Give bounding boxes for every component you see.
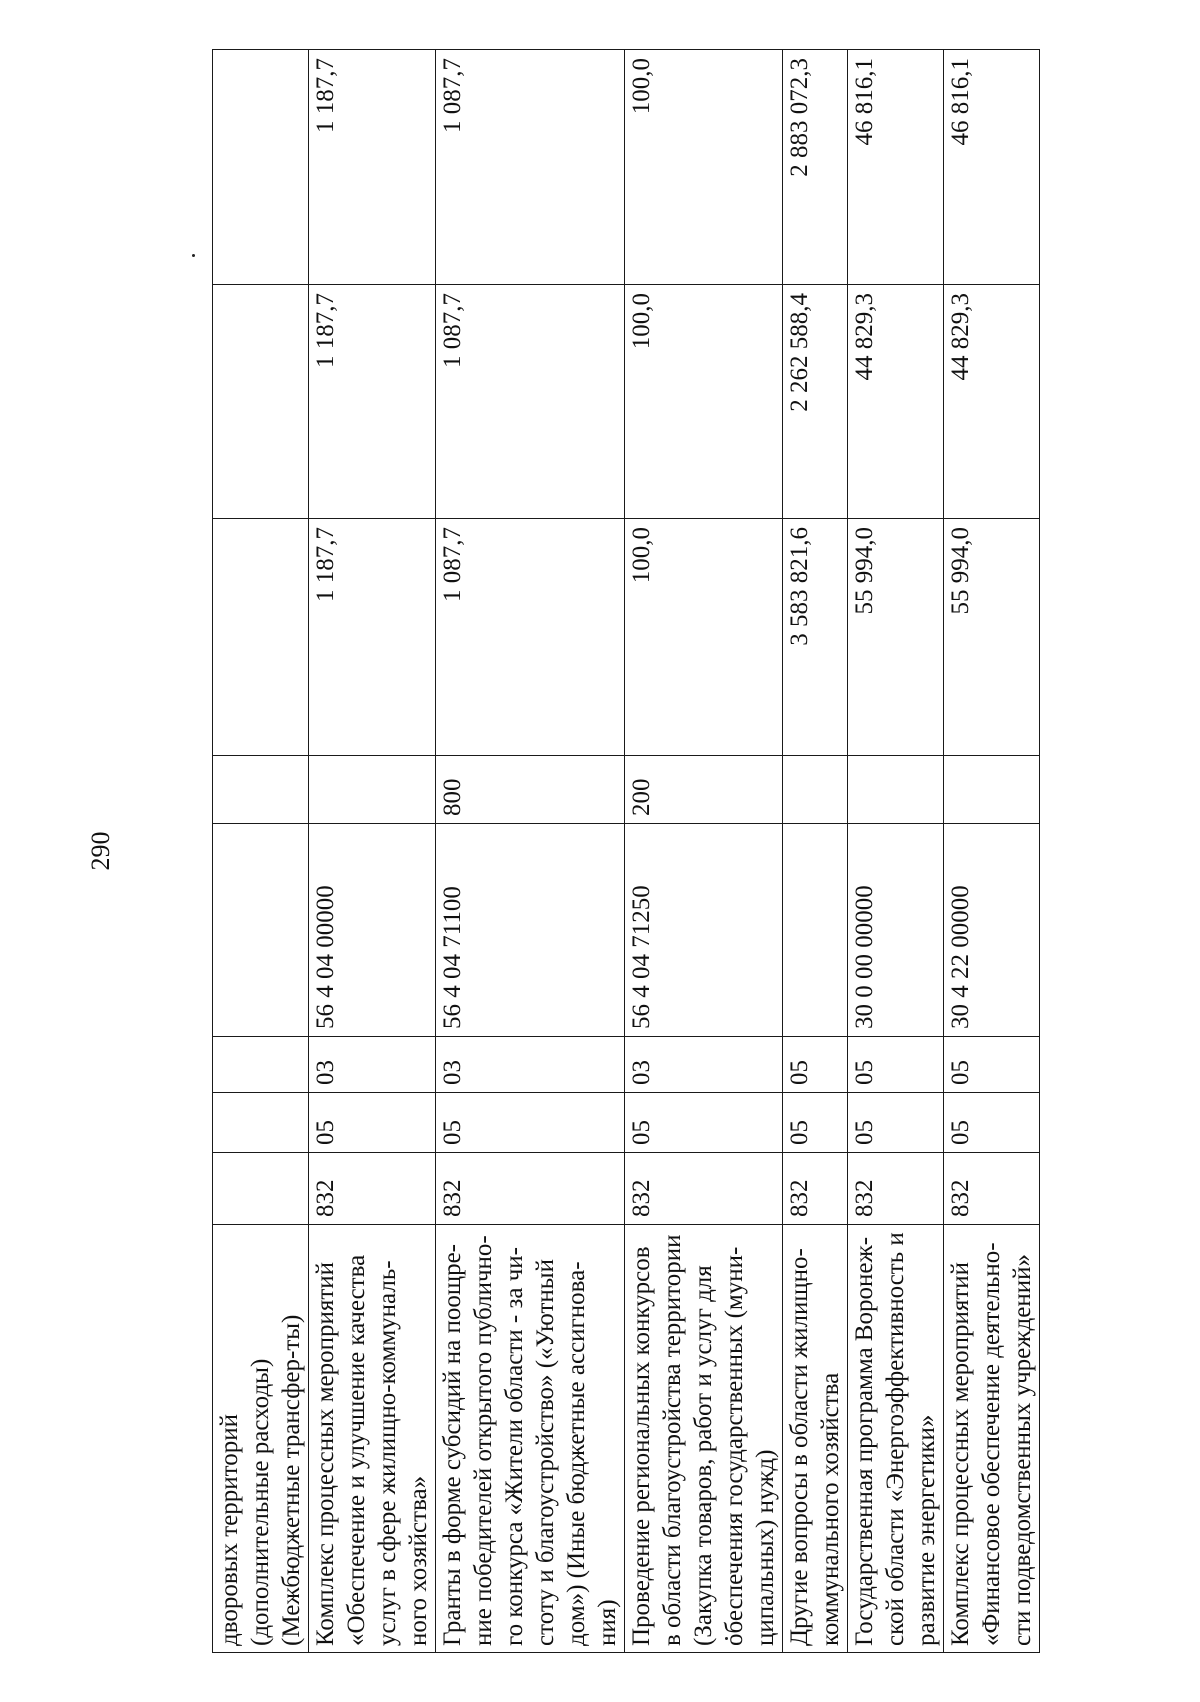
cell-ministry: 832 [436,1153,625,1225]
cell-section: 05 [848,1093,944,1153]
cell-expense-type [783,756,848,824]
cell-amount-year-1: 1 187,7 [309,519,436,756]
cell-amount-year-1: 1 087,7 [436,519,625,756]
cell-description: Проведение региональных конкурсов в области благоустройства территории (Закупка товаров, работ и услуг для обеспечения государственных (муни-ципальных) нужд) [625,1225,783,1653]
cell-target-article: 56 4 04 71100 [436,824,625,1037]
cell-amount-year-2: 44 829,3 [848,285,944,519]
cell-amount-year-2: 44 829,3 [944,285,1040,519]
cell-subsection: 05 [783,1037,848,1093]
cell-expense-type [213,756,309,824]
page-number: 290 [86,831,115,871]
cell-section: 05 [436,1093,625,1153]
cell-amount-year-3 [213,50,309,285]
cell-section: 05 [783,1093,848,1153]
cell-amount-year-3: 1 087,7 [436,50,625,285]
cell-description: дворовых территорий (дополнительные расходы) (Межбюджетные трансфер-ты) [213,1225,309,1653]
table-row [213,50,309,1653]
cell-subsection: 03 [625,1037,783,1093]
cell-target-article: 30 4 22 00000 [944,824,1040,1037]
table-row [783,50,848,1653]
cell-description: Комплекс процессных мероприятий «Обеспечение и улучшение качества услуг в сфере жилищно-коммуналь-ного хозяйства» [309,1225,436,1653]
cell-subsection: 03 [309,1037,436,1093]
cell-amount-year-3: 100,0 [625,50,783,285]
cell-section: 05 [625,1093,783,1153]
budget-table [212,49,1040,1653]
cell-ministry [213,1153,309,1225]
cell-target-article: 56 4 04 71250 [625,824,783,1037]
cell-ministry: 832 [944,1153,1040,1225]
table-row [944,50,1040,1653]
scan-speck [192,254,195,257]
cell-target-article: 56 4 04 00000 [309,824,436,1037]
cell-amount-year-1: 3 583 821,6 [783,519,848,756]
cell-expense-type [944,756,1040,824]
cell-target-article: 30 0 00 00000 [848,824,944,1037]
cell-amount-year-2: 2 262 588,4 [783,285,848,519]
cell-expense-type: 200 [625,756,783,824]
cell-subsection: 03 [436,1037,625,1093]
cell-subsection [213,1037,309,1093]
cell-section: 05 [309,1093,436,1153]
cell-section [213,1093,309,1153]
cell-section: 05 [944,1093,1040,1153]
cell-subsection: 05 [944,1037,1040,1093]
cell-description: Государственная программа Воронеж-ской области «Энергоэффективность и развитие энергетики» [848,1225,944,1653]
cell-target-article [213,824,309,1037]
cell-ministry: 832 [783,1153,848,1225]
cell-amount-year-1 [213,519,309,756]
cell-amount-year-2: 1 187,7 [309,285,436,519]
cell-description: Гранты в форме субсидий на поощре-ние победителей открытого публично-го конкурса «Жители области - за чи-стоту и благоустройство» («Уютный дом») (Иные бюджетные ассигнова-ния) [436,1225,625,1653]
cell-expense-type [848,756,944,824]
table-row [436,50,625,1653]
table-row [848,50,944,1653]
cell-subsection: 05 [848,1037,944,1093]
cell-ministry: 832 [848,1153,944,1225]
cell-amount-year-2 [213,285,309,519]
cell-expense-type: 800 [436,756,625,824]
cell-expense-type [309,756,436,824]
cell-amount-year-3: 46 816,1 [944,50,1040,285]
table-row [625,50,783,1653]
cell-description: Комплекс процессных мероприятий «Финансовое обеспечение деятельно-сти подведомственных учреждений» [944,1225,1040,1653]
cell-amount-year-1: 55 994,0 [848,519,944,756]
cell-amount-year-3: 1 187,7 [309,50,436,285]
cell-ministry: 832 [625,1153,783,1225]
cell-amount-year-2: 100,0 [625,285,783,519]
cell-amount-year-3: 46 816,1 [848,50,944,285]
cell-description: Другие вопросы в области жилищно-коммунального хозяйства [783,1225,848,1653]
cell-ministry: 832 [309,1153,436,1225]
cell-amount-year-2: 1 087,7 [436,285,625,519]
table-row [309,50,436,1653]
cell-amount-year-1: 55 994,0 [944,519,1040,756]
cell-amount-year-1: 100,0 [625,519,783,756]
cell-target-article [783,824,848,1037]
cell-amount-year-3: 2 883 072,3 [783,50,848,285]
